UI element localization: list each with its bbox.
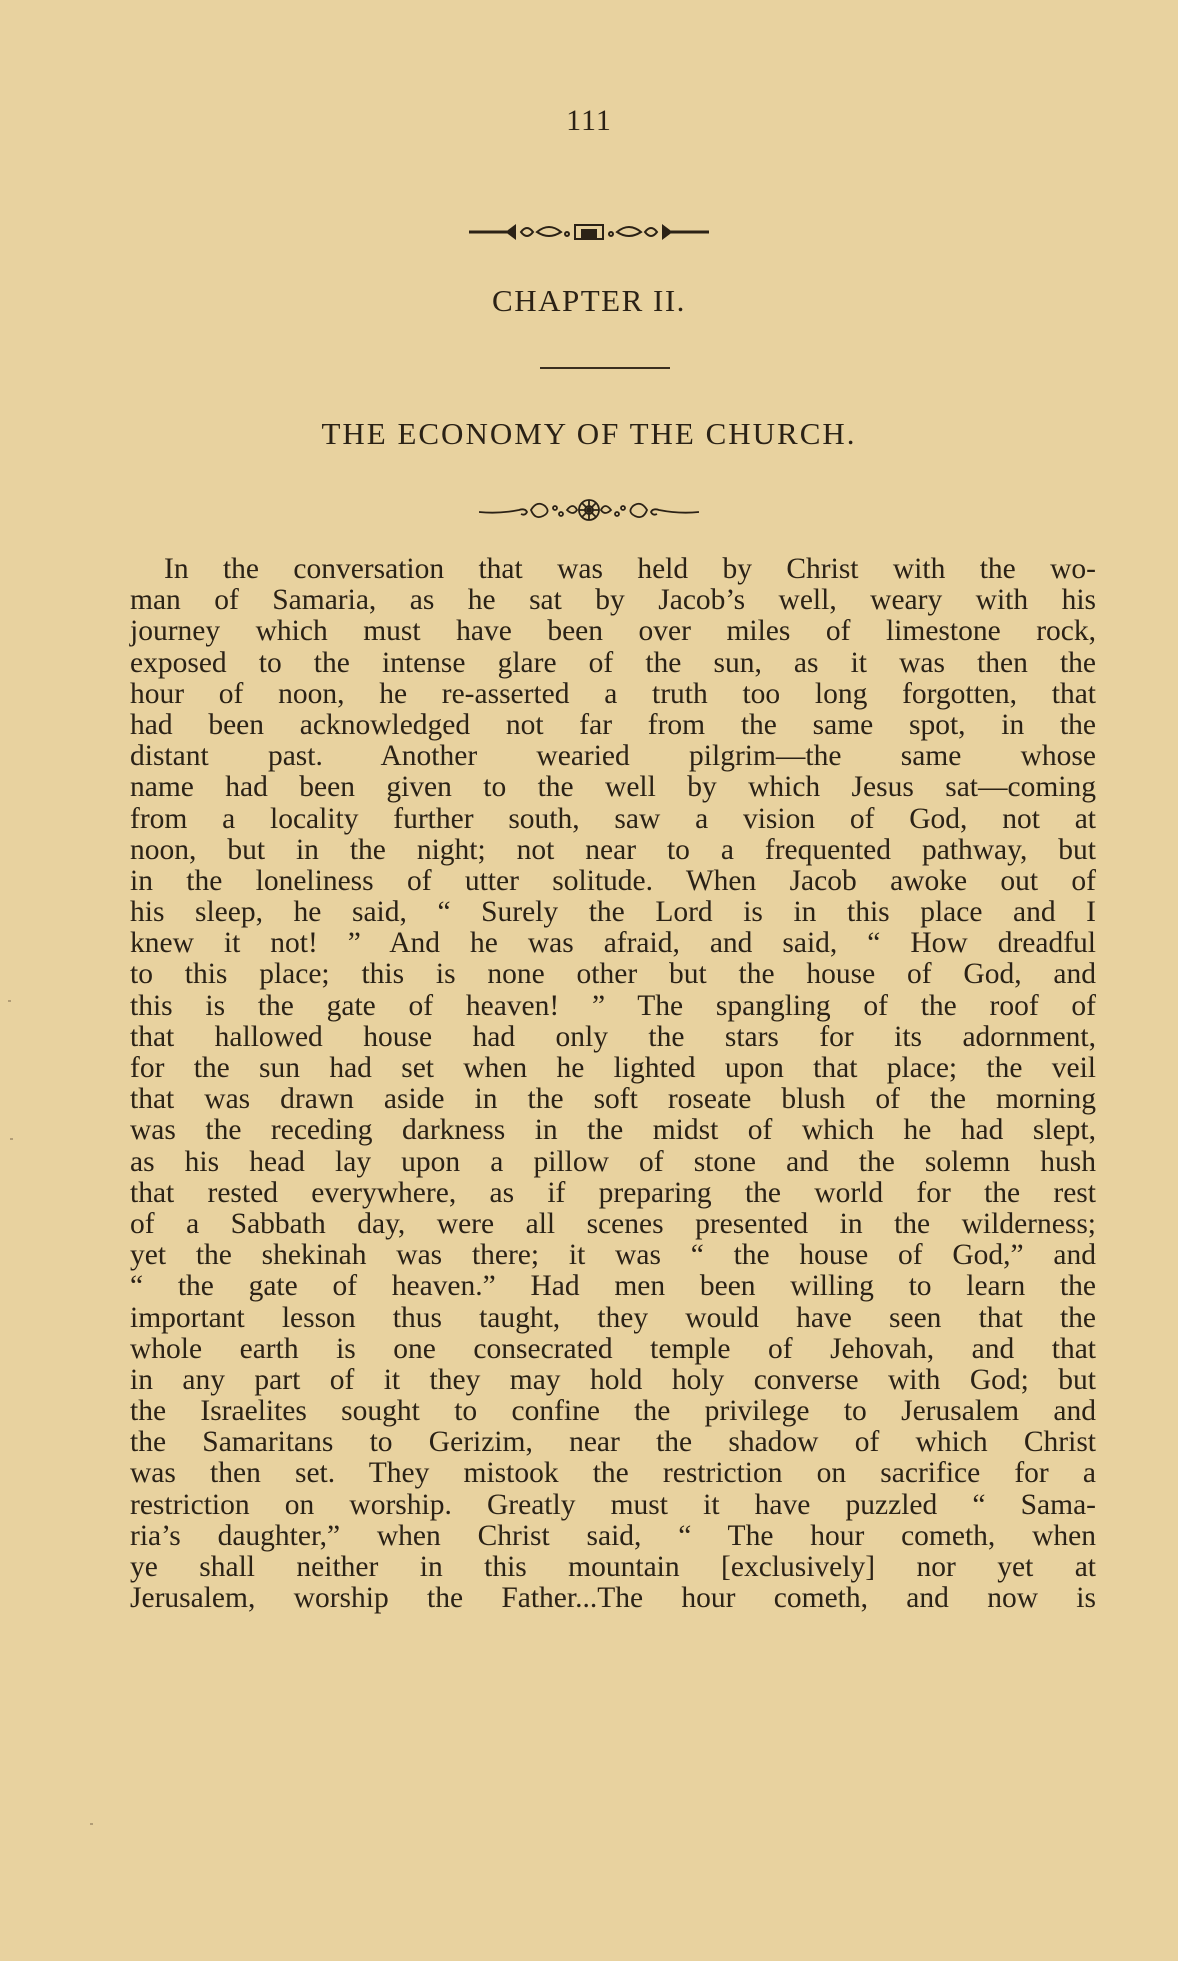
body-line: in the loneliness of utter solitude. When Jacob awoke out of (130, 864, 1096, 897)
body-line: the Israelites sought to confine the privilege to Jerusalem and (130, 1395, 1096, 1428)
body-line: had been acknowledged not far from the same spot, in the (130, 708, 1096, 741)
body-line: in any part of it they may hold holy converse with God; but (130, 1363, 1096, 1396)
body-line: this is the gate of heaven! ” The spangling of the roof of (130, 989, 1096, 1022)
chapter-title: THE ECONOMY OF THE CHURCH. (321, 416, 857, 451)
body-line: the Samaritans to Gerizim, near the shadow of which Christ (130, 1426, 1096, 1459)
body-line: yet the shekinah was there; it was “ the house of God,” and (130, 1239, 1096, 1272)
floral-ornament (0, 498, 1178, 522)
body-line: restriction on worship. Greatly must it have puzzled “ Sama- (130, 1488, 1096, 1521)
body-line: name had been given to the well by which Jesus sat—coming (130, 771, 1096, 804)
body-line: noon, but in the night; not near to a frequented pathway, but (130, 833, 1096, 866)
body-line: that rested everywhere, as if preparing the world for the rest (130, 1176, 1096, 1209)
body-line: hour of noon, he re-asserted a truth too long forgotten, that (130, 677, 1096, 710)
heading-rule (540, 367, 670, 369)
body-line: knew it not! ” And he was afraid, and said, “ How dreadful (130, 927, 1096, 960)
body-line: journey which must have been over miles of limestone rock, (130, 615, 1096, 648)
body-line: as his head lay upon a pillow of stone and the solemn hush (130, 1145, 1096, 1178)
paper-speck (8, 1000, 11, 1002)
body-line: important lesson thus taught, they would have seen that the (130, 1301, 1096, 1334)
body-line: from a locality further south, saw a vision of God, not at (130, 802, 1096, 835)
body-line: whole earth is one consecrated temple of Jehovah, and that (130, 1332, 1096, 1365)
body-line: man of Samaria, as he sat by Jacob’s well, weary with his (130, 584, 1096, 617)
body-line: of a Sabbath day, were all scenes presented in the wilderness; (130, 1207, 1096, 1240)
body-line: to this place; this is none other but the house of God, and (130, 958, 1096, 991)
scroll-ornament-icon (469, 222, 709, 242)
chapter-body (130, 554, 1096, 1614)
top-scroll-ornament (0, 222, 1178, 242)
paper-speck (10, 1138, 13, 1140)
body-line: for the sun had set when he lighted upon that place; the veil (130, 1052, 1096, 1084)
body-line: his sleep, he said, “ Surely the Lord is in this place and I (130, 896, 1096, 929)
body-line: Jerusalem, worship the Father...The hour cometh, and now is (130, 1582, 1096, 1615)
chapter-heading: CHAPTER II. (492, 283, 686, 318)
body-line: was the receding darkness in the midst of which he had slept, (130, 1114, 1096, 1147)
body-line: that was drawn aside in the soft roseate blush of the morning (130, 1083, 1096, 1116)
page-number: 111 (566, 104, 612, 137)
paper-speck (90, 1823, 93, 1825)
body-line: was then set. They mistook the restriction on sacrifice for a (130, 1457, 1096, 1490)
floral-ornament-icon (479, 498, 699, 522)
body-line: In the conversation that was held by Christ with the wo- (164, 553, 1096, 585)
body-line: ye shall neither in this mountain [exclusively] nor yet at (130, 1551, 1096, 1583)
body-line: “ the gate of heaven.” Had men been willing to learn the (130, 1270, 1096, 1303)
body-line: that hallowed house had only the stars for its adornment, (130, 1020, 1096, 1053)
body-line: distant past. Another wearied pilgrim—the same whose (130, 740, 1096, 773)
body-line: exposed to the intense glare of the sun, as it was then the (130, 646, 1096, 679)
body-line: ria’s daughter,” when Christ said, “ The hour cometh, when (130, 1519, 1096, 1552)
